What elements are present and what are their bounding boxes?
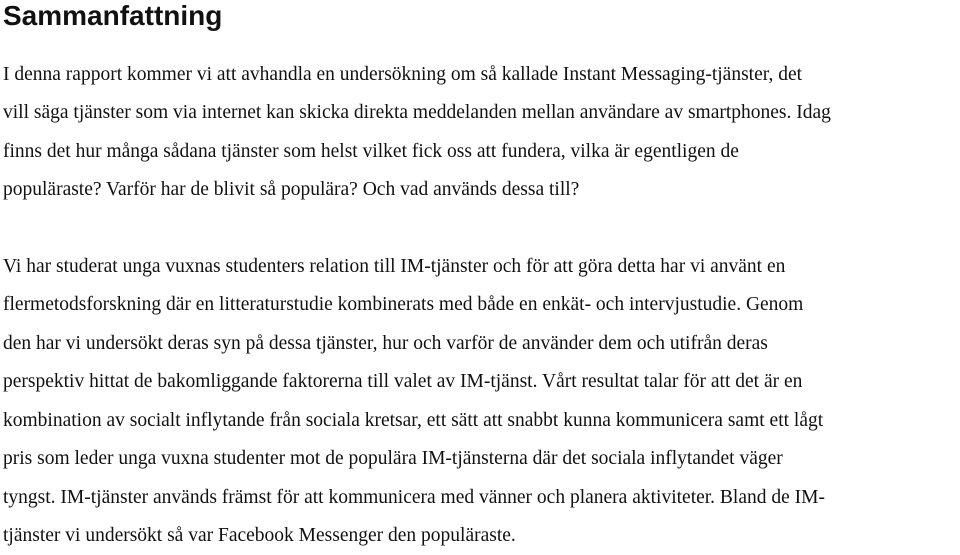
paragraph-line: pris som leder unga vuxna studenter mot de populära IM-tjänsterna där det sociala inflytandet väger <box>3 448 783 469</box>
paragraph-line: den har vi undersökt deras syn på dessa tjänster, hur och varför de använder dem och utifrån deras <box>3 333 768 354</box>
paragraph-line: perspektiv hittat de bakomliggande faktorerna till valet av IM-tjänst. Vårt resultat talar för att det är en <box>3 371 803 392</box>
paragraph-line: flermetodsforskning där en litteraturstudie kombinerats med både en enkät- och intervjustudie. Genom <box>3 294 804 315</box>
paragraph-line: vill säga tjänster som via internet kan skicka direkta meddelanden mellan användare av smartphones. Idag <box>3 102 831 123</box>
paragraph-line: populäraste? Varför har de blivit så populära? Och vad används dessa till? <box>3 179 580 200</box>
paragraph-line: finns det hur många sådana tjänster som helst vilket fick oss att fundera, vilka är egentligen de <box>3 141 739 162</box>
paragraph-line: I denna rapport kommer vi att avhandla en undersökning om så kallade Instant Messaging-tjänster, det <box>3 64 803 85</box>
paragraph-line: tjänster vi undersökt så var Facebook Messenger den populäraste. <box>3 525 516 546</box>
page-title: Sammanfattning <box>3 0 223 31</box>
paragraph-line: Vi har studerat unga vuxnas studenters relation till IM-tjänster och för att göra detta har vi använt en <box>3 256 786 277</box>
paragraph-line: kombination av socialt inflytande från sociala kretsar, ett sätt att snabbt kunna kommunicera samt ett lågt <box>3 410 824 431</box>
paragraph-line: tyngst. IM-tjänster används främst för att kommunicera med vänner och planera aktiviteter. Bland de IM- <box>3 487 825 508</box>
